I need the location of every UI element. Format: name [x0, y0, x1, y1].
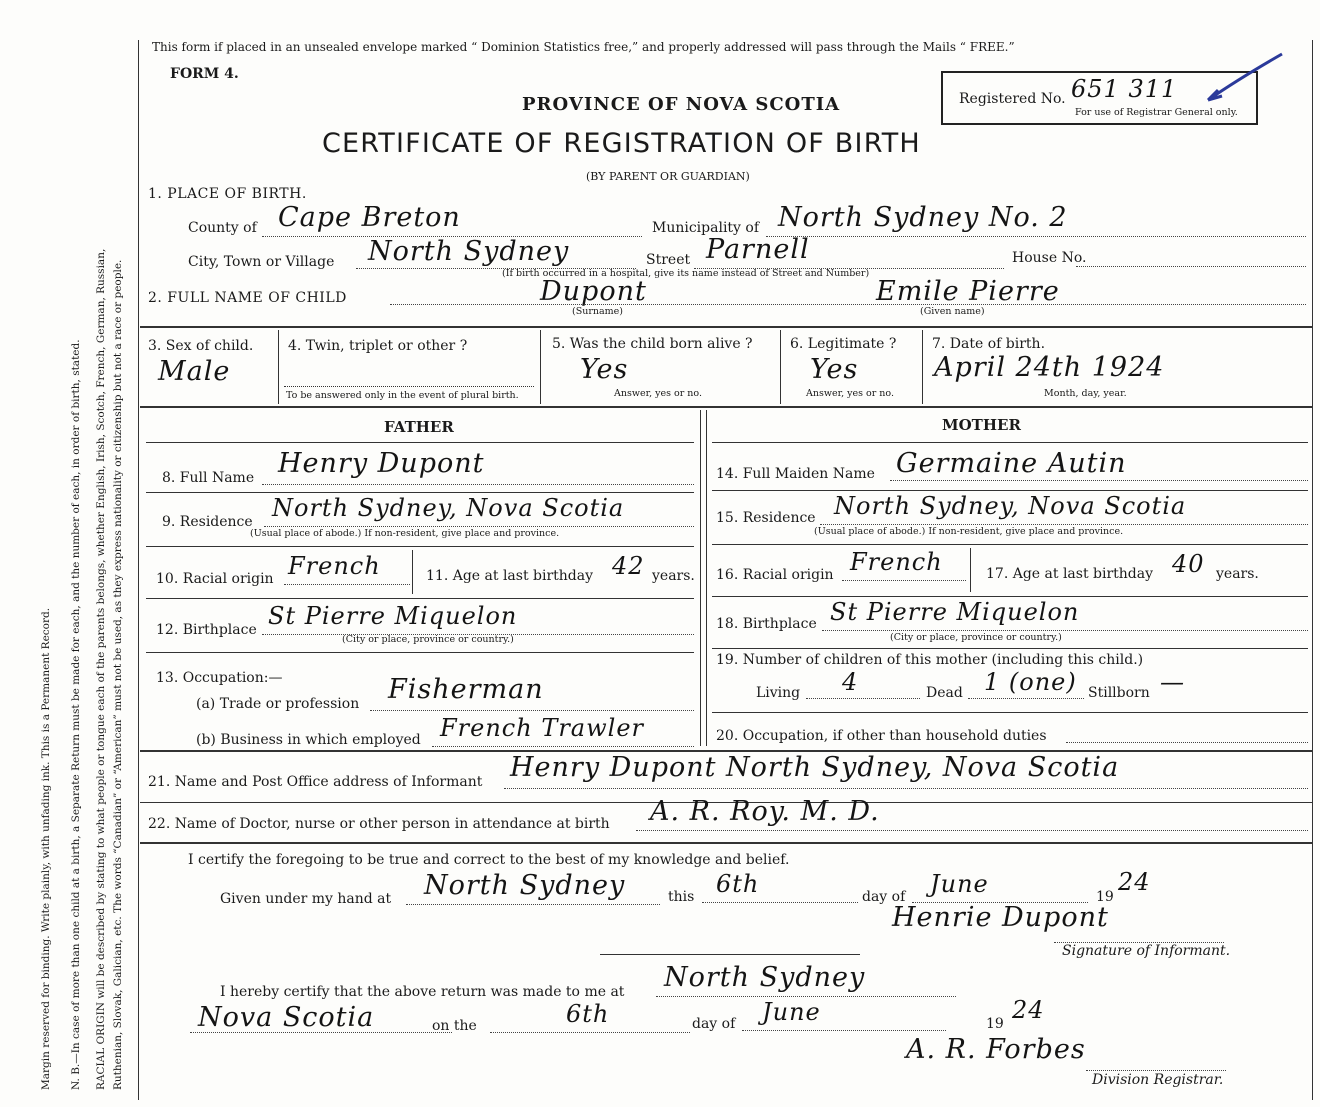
cert2-dayof-label: day of	[692, 1016, 736, 1032]
father-trade-value: Fisherman	[388, 674, 544, 705]
child-surname: Dupont	[540, 276, 647, 307]
mother-name-label: 14. Full Maiden Name	[716, 466, 875, 482]
house-label: House No.	[1012, 250, 1087, 266]
father-birthplace-label: 12. Birthplace	[156, 622, 257, 638]
father-race-label: 10. Racial origin	[156, 571, 274, 587]
top-notice: This form if placed in an unsealed envelope marked “ Dominion Statistics free,” and properly addressed will pass through the Mails “ FREE.”	[152, 40, 1015, 54]
father-residence-label: 9. Residence	[162, 514, 253, 530]
father-age-value: 42	[612, 552, 645, 580]
father-birthplace-value: St Pierre Miquelon	[268, 602, 518, 630]
cert2-on-label: on the	[432, 1018, 477, 1034]
cert2-day-value: 6th	[566, 1000, 610, 1028]
father-residence-note: (Usual place of abode.) If non-resident, give place and province.	[250, 528, 560, 539]
town-value: North Sydney	[368, 236, 570, 267]
alive-label: 5. Was the child born alive ?	[552, 336, 753, 352]
cert1-place-value: North Sydney	[424, 870, 626, 901]
surname-caption: (Surname)	[572, 306, 623, 317]
father-age-unit: years.	[652, 568, 695, 584]
town-label: City, Town or Village	[188, 254, 335, 270]
informant-signature-caption: Signature of Informant.	[1062, 943, 1231, 959]
father-heading: FATHER	[384, 418, 454, 436]
twin-label: 4. Twin, triplet or other ?	[288, 338, 468, 354]
cert2-year-value: 24	[1012, 996, 1045, 1024]
mother-age-value: 40	[1172, 550, 1205, 578]
margin-note-2: N. B.—In case of more than one child at a birth, a Separate Return must be made for each, and the number of each, in order of birth, stated.	[70, 339, 82, 1090]
twin-note: To be answered only in the event of plural birth.	[286, 390, 519, 401]
mother-birthplace-value: St Pierre Miquelon	[830, 598, 1080, 626]
cert1-dayof-label: day of	[862, 889, 906, 905]
dead-label: Dead	[926, 685, 963, 701]
registered-number: 651 311	[1071, 75, 1178, 103]
mother-children-label: 19. Number of children of this mother (including this child.)	[716, 652, 1144, 668]
hospital-note: (If birth occurred in a hospital, give its name instead of Street and Number)	[502, 268, 870, 279]
mother-race-label: 16. Racial origin	[716, 567, 834, 583]
cert2-place-value: North Sydney	[664, 962, 866, 993]
cert2-month-value: June	[762, 998, 821, 1026]
mother-residence-label: 15. Residence	[716, 510, 816, 526]
dead-value: 1 (one)	[984, 668, 1077, 696]
mother-name-value: Germaine Autin	[896, 448, 1127, 479]
margin-note-3: RACIAL ORIGIN will be described by stating to what people or tongue each of the parents belongs, whether English, Irish, Scotch, French, German, Russian,	[95, 248, 107, 1090]
father-residence-value: North Sydney, Nova Scotia	[272, 494, 625, 522]
registered-label: Registered No.	[959, 91, 1066, 107]
cert1-month-value: June	[930, 870, 989, 898]
child-name-label: 2. FULL NAME OF CHILD	[148, 290, 347, 306]
cert2-year-prefix: 19	[986, 1016, 1004, 1032]
mother-age-label: 17. Age at last birthday	[986, 566, 1154, 582]
informant-value: Henry Dupont North Sydney, Nova Scotia	[510, 752, 1120, 783]
margin-note-4: Ruthenian, Slovak, Galician, etc. The words “Canadian” or “American” must not be used, as they express nationality or citizenship but not a race or people.	[112, 259, 124, 1090]
mother-heading: MOTHER	[942, 416, 1021, 434]
province-heading: PROVINCE OF NOVA SCOTIA	[522, 94, 841, 115]
mother-occupation-label: 20. Occupation, if other than household duties	[716, 728, 1047, 744]
mother-residence-value: North Sydney, Nova Scotia	[834, 492, 1187, 520]
dob-label: 7. Date of birth.	[932, 336, 1046, 352]
legitimate-note: Answer, yes or no.	[806, 388, 895, 399]
cert1-year-value: 24	[1118, 868, 1151, 896]
checkmark-icon	[1200, 48, 1290, 108]
margin-note-1: Margin reserved for binding. Write plainly, with unfading ink. This is a Permanent Record.	[40, 607, 52, 1090]
father-name-value: Henry Dupont	[278, 448, 485, 479]
father-age-label: 11. Age at last birthday	[426, 568, 594, 584]
street-label: Street	[646, 252, 691, 268]
alive-note: Answer, yes or no.	[614, 388, 703, 399]
living-label: Living	[756, 685, 801, 701]
father-trade-label: (a) Trade or profession	[196, 696, 360, 712]
legitimate-label: 6. Legitimate ?	[790, 336, 897, 352]
mother-birthplace-note: (City or place, province or country.)	[890, 632, 1062, 643]
doctor-label: 22. Name of Doctor, nurse or other person in attendance at birth	[148, 816, 610, 832]
father-name-label: 8. Full Name	[162, 470, 255, 486]
cert2-place2-value: Nova Scotia	[198, 1002, 375, 1033]
county-value: Cape Breton	[278, 202, 461, 233]
legitimate-value: Yes	[810, 354, 859, 385]
mother-birthplace-label: 18. Birthplace	[716, 616, 817, 632]
informant-certification-text: I certify the foregoing to be true and correct to the best of my knowledge and belief.	[188, 852, 790, 868]
living-value: 4	[842, 668, 859, 696]
dob-value: April 24th 1924	[934, 352, 1165, 383]
father-race-value: French	[288, 552, 381, 580]
sex-value: Male	[158, 356, 231, 387]
mother-residence-note: (Usual place of abode.) If non-resident, give place and province.	[814, 526, 1124, 537]
municipality-value: North Sydney No. 2	[778, 202, 1068, 233]
given-under-label: Given under my hand at	[220, 891, 392, 907]
informant-signature: Henrie Dupont	[892, 902, 1109, 933]
child-given-name: Emile Pierre	[876, 276, 1060, 307]
dob-note: Month, day, year.	[1044, 388, 1127, 399]
informant-label: 21. Name and Post Office address of Informant	[148, 774, 483, 790]
registrar-certification-text: I hereby certify that the above return was made to me at	[220, 984, 625, 1000]
stillborn-label: Stillborn	[1088, 685, 1150, 701]
place-of-birth-heading: 1. PLACE OF BIRTH.	[148, 186, 307, 202]
municipality-label: Municipality of	[652, 220, 760, 236]
street-value: Parnell	[706, 234, 810, 265]
father-occupation-label: 13. Occupation:—	[156, 670, 283, 686]
cert1-year-prefix: 19	[1096, 889, 1114, 905]
cert1-this-label: this	[668, 889, 695, 905]
left-binding-rule	[138, 40, 139, 1100]
father-birthplace-note: (City or place, province or country.)	[342, 634, 514, 645]
cert1-day-value: 6th	[716, 870, 760, 898]
father-business-value: French Trawler	[440, 714, 644, 742]
registrar-note: For use of Registrar General only.	[1075, 107, 1238, 118]
alive-value: Yes	[580, 354, 629, 385]
father-business-label: (b) Business in which employed	[196, 732, 421, 748]
stillborn-value: —	[1160, 668, 1185, 696]
right-border	[1312, 40, 1313, 1100]
county-label: County of	[188, 220, 257, 236]
mother-race-value: French	[850, 548, 943, 576]
mother-age-unit: years.	[1216, 566, 1259, 582]
registrar-signature: A. R. Forbes	[906, 1034, 1086, 1065]
sex-label: 3. Sex of child.	[148, 338, 254, 354]
doctor-value: A. R. Roy. M. D.	[650, 796, 880, 827]
form-number: FORM 4.	[170, 66, 239, 82]
page-title: CERTIFICATE OF REGISTRATION OF BIRTH	[322, 128, 921, 159]
registrar-signature-caption: Division Registrar.	[1092, 1072, 1224, 1088]
given-caption: (Given name)	[920, 306, 985, 317]
page-subtitle: (BY PARENT OR GUARDIAN)	[586, 170, 750, 183]
